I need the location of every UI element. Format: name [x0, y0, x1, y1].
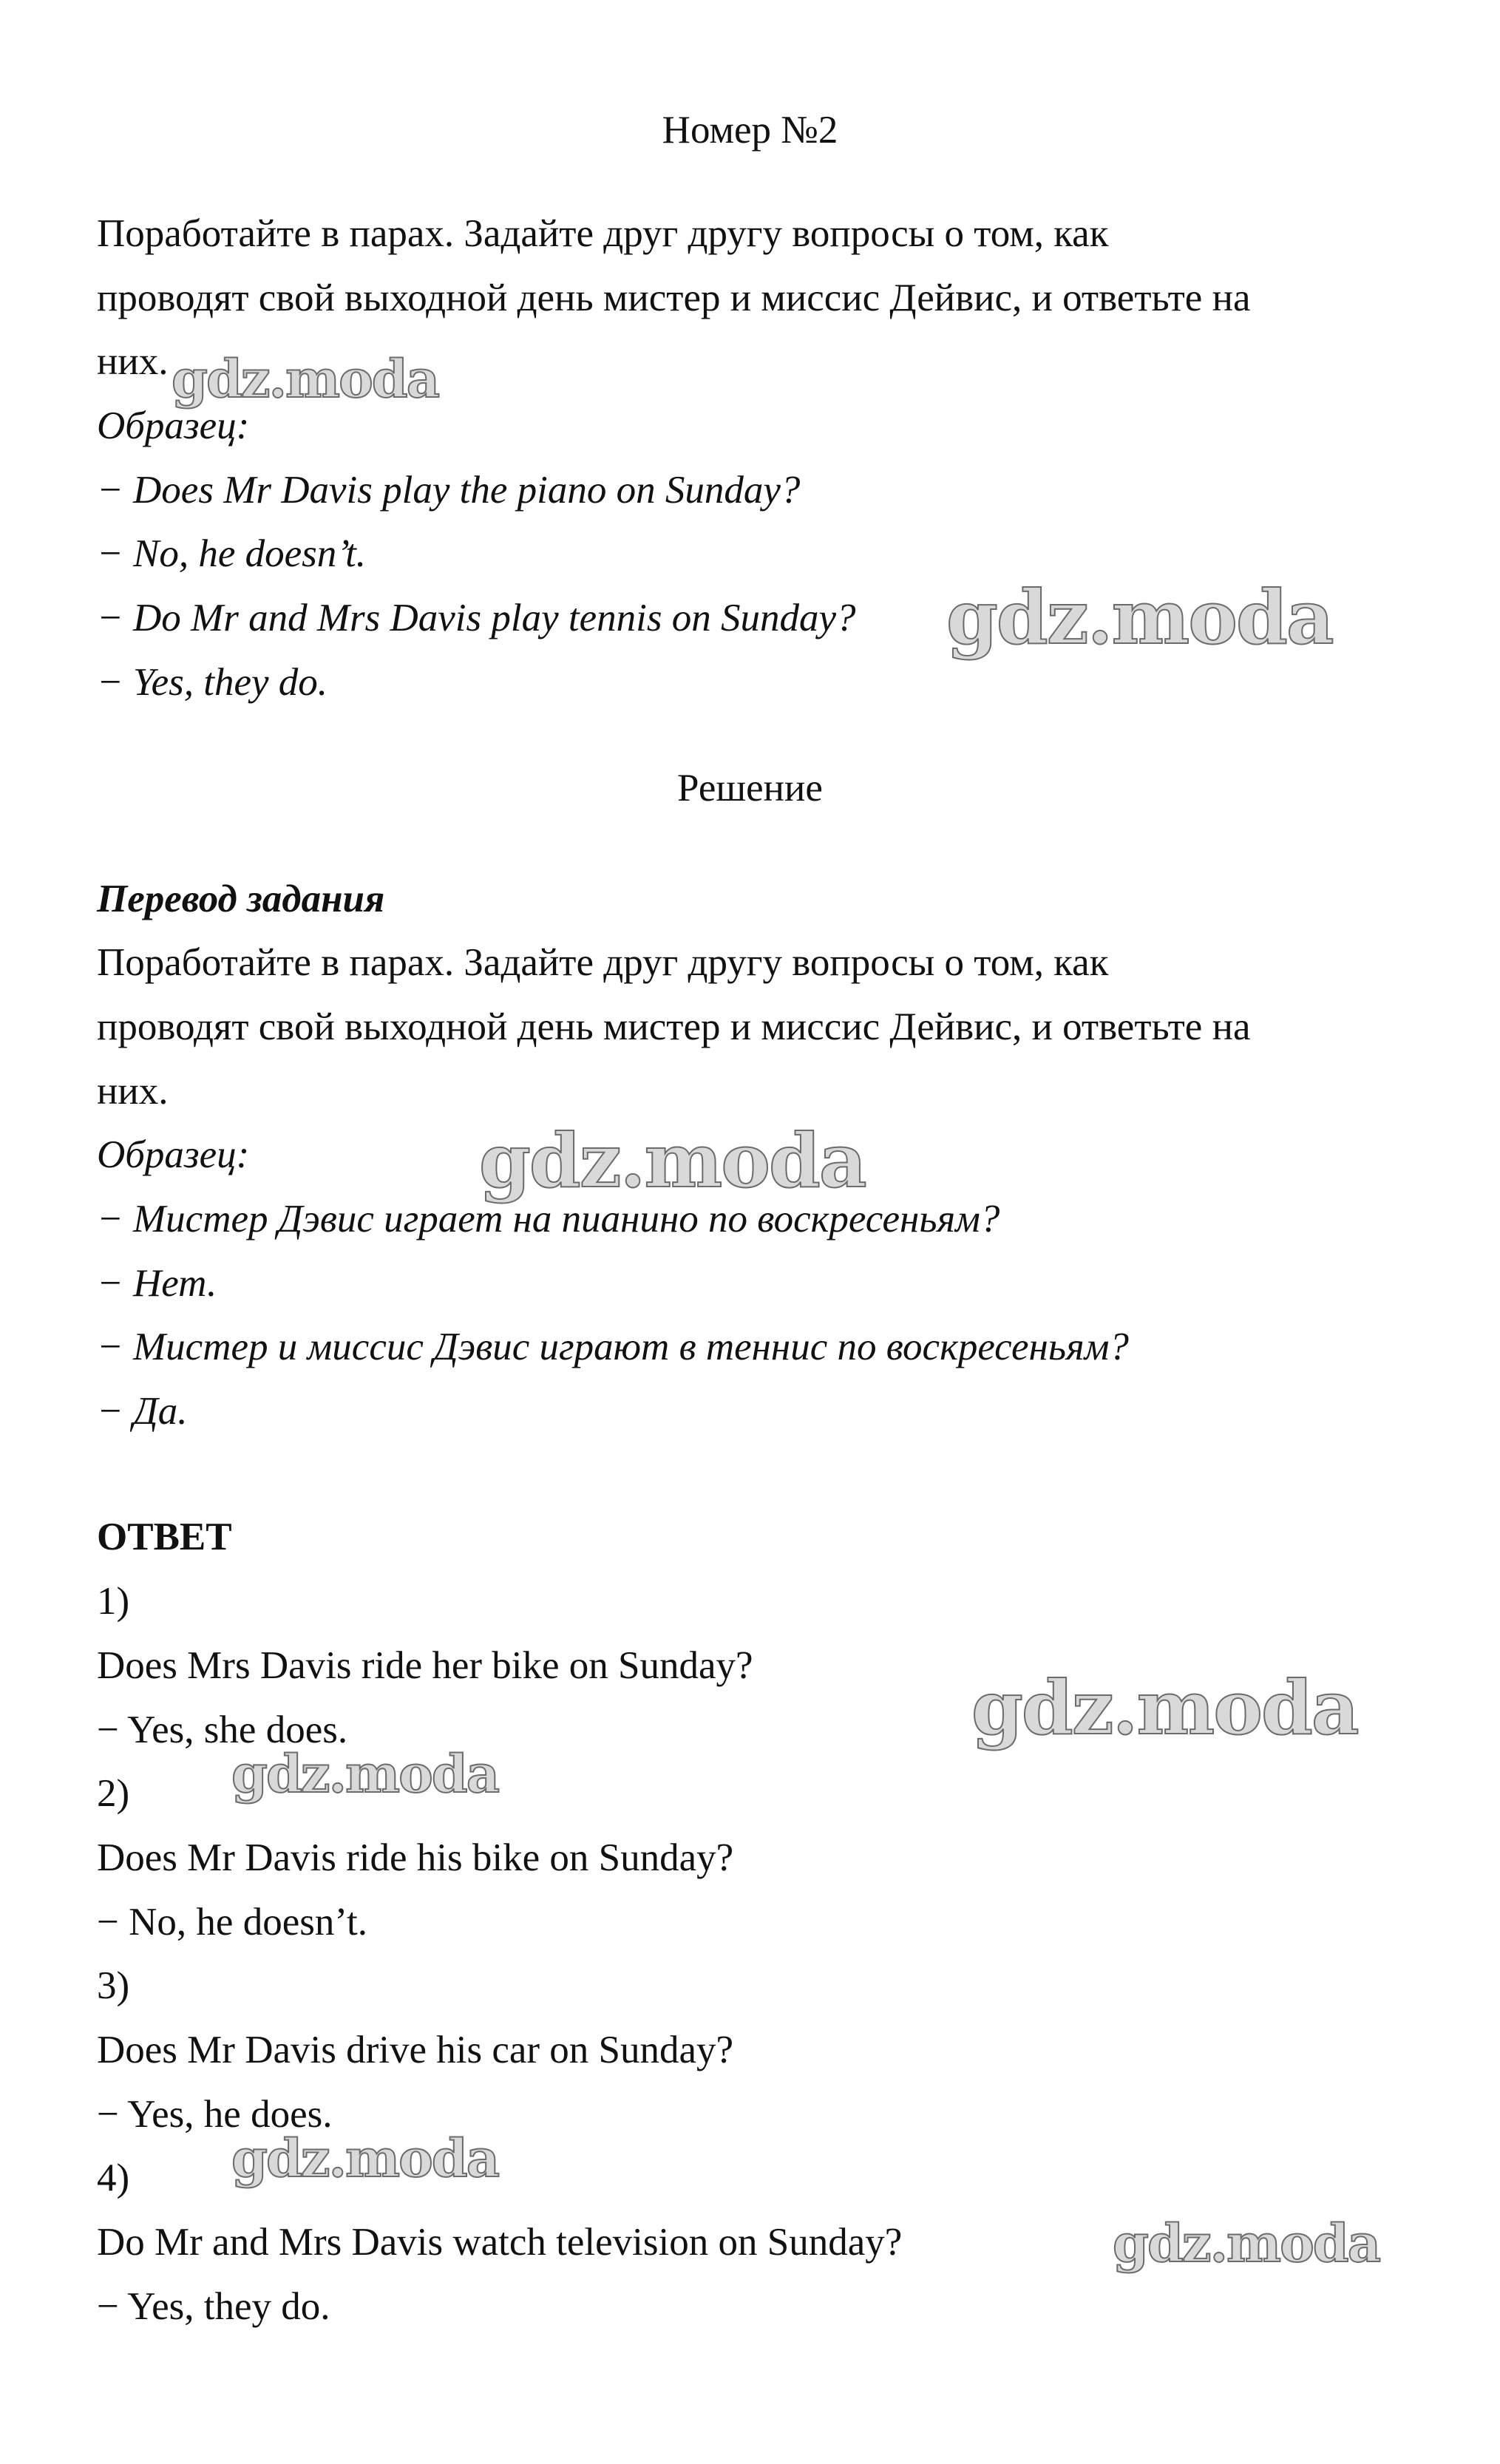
- page-title: Номер №2: [662, 109, 838, 152]
- dialog-line: − Yes, they do.: [97, 661, 328, 704]
- dialog-line: − Does Mr Davis play the piano on Sunday?: [97, 469, 801, 512]
- answer-question: Does Mr Davis ride his bike on Sunday?: [97, 1836, 734, 1879]
- translation-line-3: них.: [97, 1070, 169, 1113]
- dialog-line: − Do Mr and Mrs Davis play tennis on Sunday?: [97, 597, 856, 639]
- translation-dialog-line: − Мистер Дэвис играет на пианино по воскресеньям?: [97, 1198, 1000, 1241]
- answer-question: Do Mr and Mrs Davis watch television on Sunday?: [97, 2221, 903, 2264]
- answer-number: 4): [97, 2156, 130, 2199]
- translation-sample-label: Образец:: [97, 1133, 250, 1176]
- solution-title: Решение: [677, 767, 823, 810]
- translation-heading: Перевод задания: [97, 878, 385, 920]
- watermark-logo: gdz.moda: [231, 2128, 499, 2189]
- watermark-logo: gdz.moda: [479, 1117, 866, 1204]
- answer-heading: ОТВЕТ: [97, 1516, 232, 1558]
- task-line-1: Поработайте в парах. Задайте друг другу вопросы о том, как: [97, 212, 1109, 255]
- task-line-2: проводят свой выходной день мистер и миссис Дейвис, и ответьте на: [97, 276, 1251, 319]
- sample-label: Образец:: [97, 404, 250, 447]
- watermark-logo: gdz.moda: [172, 348, 439, 410]
- translation-dialog-line: − Нет.: [97, 1262, 217, 1305]
- watermark-logo: gdz.moda: [1113, 2213, 1380, 2274]
- answer-number: 3): [97, 1964, 130, 2007]
- translation-line-1: Поработайте в парах. Задайте друг другу вопросы о том, как: [97, 941, 1109, 984]
- task-line-3: них.: [97, 340, 169, 383]
- dialog-line: − No, he doesn’t.: [97, 532, 367, 575]
- translation-dialog-line: − Да.: [97, 1390, 188, 1433]
- answer-reply: − Yes, she does.: [97, 1708, 348, 1751]
- translation-dialog-line: − Мистер и миссис Дэвис играют в теннис по воскресеньям?: [97, 1326, 1129, 1368]
- translation-line-2: проводят свой выходной день мистер и миссис Дейвис, и ответьте на: [97, 1005, 1251, 1048]
- answer-reply: − Yes, they do.: [97, 2285, 330, 2328]
- answer-number: 2): [97, 1772, 130, 1815]
- answer-question: Does Mr Davis drive his car on Sunday?: [97, 2029, 734, 2071]
- answer-question: Does Mrs Davis ride her bike on Sunday?: [97, 1644, 753, 1687]
- watermark-logo: gdz.moda: [971, 1664, 1358, 1751]
- watermark-logo: gdz.moda: [946, 574, 1333, 661]
- answer-reply: − Yes, he does.: [97, 2093, 333, 2136]
- answer-number: 1): [97, 1580, 130, 1623]
- watermark-logo: gdz.moda: [231, 1743, 499, 1805]
- answer-reply: − No, he doesn’t.: [97, 1901, 368, 1944]
